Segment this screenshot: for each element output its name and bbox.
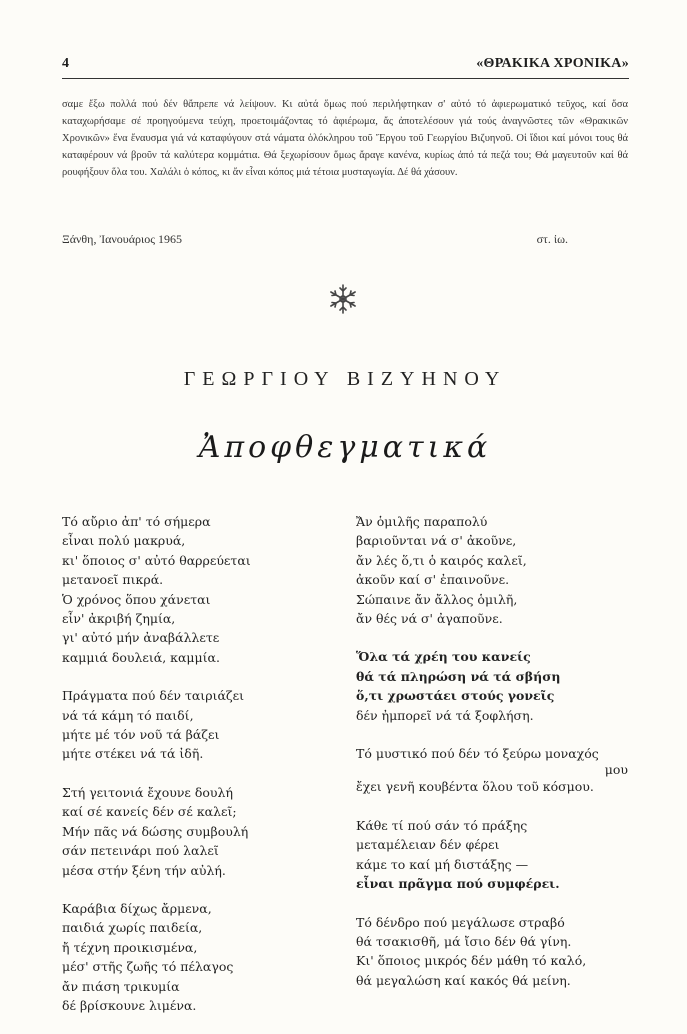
verse-line: Καράβια δίχως ἄρμενα, bbox=[62, 900, 212, 916]
stanza bbox=[62, 512, 322, 667]
stanza bbox=[356, 816, 632, 894]
verse-line: νά τά κάμη τό παιδί, bbox=[62, 707, 194, 723]
work-title: Ἀποφθεγματικά bbox=[198, 430, 492, 465]
verse-line: εἶναι πολύ μακρυά, bbox=[62, 533, 186, 549]
signature: στ. ἰω. bbox=[536, 232, 568, 246]
verse-line: Τό αὔριο ἀπ' τό σήμερα bbox=[62, 514, 211, 529]
verse-line: Ὅλα τά χρέη του κανείς bbox=[356, 649, 531, 665]
verse-line-continuation: μου bbox=[604, 762, 628, 778]
verse-line: μέσα στήν ξένη τήν αὐλή. bbox=[62, 862, 226, 878]
snowflake-ornament-icon bbox=[326, 282, 360, 316]
verse-line: δέν ἠμπορεῖ νά τά ξοφλήση. bbox=[356, 707, 534, 723]
verse-line: Ὁ χρόνος ὅπου χάνεται bbox=[62, 591, 211, 607]
stanza bbox=[62, 783, 322, 880]
verse-line: εἶναι πρᾶγμα πού συμφέρει. bbox=[356, 876, 560, 892]
verse-line: μήτε μέ τόν νοῦ τά βάζει bbox=[62, 727, 220, 743]
verse-line: κάμε το καί μή διστάξης — bbox=[356, 856, 529, 872]
verse-line: Τό μυστικό πού δέν τό ξεύρω μοναχός bbox=[356, 746, 599, 762]
stanza bbox=[356, 913, 632, 991]
verse-line: Κάθε τί πού σάν τό πράξης bbox=[356, 817, 528, 833]
verse-line: παιδιά χωρίς παιδεία, bbox=[62, 920, 203, 936]
verse-line: Ἄν ὁμιλῆς παραπολύ bbox=[356, 514, 488, 529]
verse-line: Κι' ὅποιος μικρός δέν μάθη τό καλό, bbox=[356, 953, 587, 969]
verse-line: μετανοεῖ πικρά. bbox=[62, 572, 164, 588]
verse-line: σάν πετεινάρι πού λαλεῖ bbox=[62, 843, 219, 859]
verse-line: ἔχει γενῆ κουβέντα ὅλου τοῦ κόσμου. bbox=[356, 779, 594, 795]
verse-line: θά τά πληρώση νά τά σβήση bbox=[356, 668, 561, 684]
verse-line: ἄν θές νά σ' ἀγαποῦνε. bbox=[356, 611, 503, 627]
verse-line: ἄν πιάση τρικυμία bbox=[62, 978, 180, 994]
verse-line: μέσ' στῆς ζωῆς τό πέλαγος bbox=[62, 959, 234, 975]
stanza bbox=[62, 686, 322, 764]
verse-line: ὅ,τι χρωστάει στούς γονεῖς bbox=[356, 688, 555, 704]
page-header bbox=[62, 56, 629, 79]
page-number: 4 bbox=[62, 56, 69, 71]
poems-left-column bbox=[62, 512, 322, 1034]
verse-line: μήτε στέκει νά τά ἰδῆ. bbox=[62, 746, 204, 762]
stanza bbox=[356, 512, 632, 628]
verse-line: μεταμέλειαν δέν φέρει bbox=[356, 837, 500, 853]
journal-title: «ΘΡΑΚΙΚΑ ΧΡΟΝΙΚΑ» bbox=[476, 56, 629, 71]
verse-line: δέ βρίσκουνε λιμένα. bbox=[62, 997, 197, 1013]
verse-line: Πράγματα πού δέν ταιριάζει bbox=[62, 688, 245, 704]
stanza bbox=[356, 744, 632, 797]
verse-line: γι' αὐτό μήν ἀναβάλλετε bbox=[62, 630, 220, 646]
intro-paragraph: σαμε ἔξω πολλά πού δέν θἄπρεπε νά λείψουν. Κι αὐτά ὅμως πού περιλήφτηκαν σ' αὐτό τό ἀφιερωματικό τεῦχος, καί ὅσα καταχωρήσαμε σέ προηγούμενα τεύχη, προετοιμάζοντας τό ἀφιέρωμα, ἄς ἀποτελέσουν γιά τούς ἀναγνῶστες τῶν «Θρακικῶν Χρονικῶν» ἕνα ἔναυσμα γιά νά καταφύγουν στά νάματα ὁλόκληρου τοῦ Ἔργου τοῦ Γεωργίου Βιζυηνοῦ. Οἱ ἴδιοι καί μόνοι τους θά καταφέρουν νά βροῦν τά καλύτερα κομμάτια. Θά ξεχωρίσουν ὅμως ἄραγε κανένα, κυρίως ἀπό τά πεζά του; Θά μαγευτοῦν καί θά ρουφήξουν ὅλα του. Χαλάλι ὁ κόπος, κι ἄν εἶναι κόπος μιά τέτοια μυσταγωγία. Δέ θά χάσουν. bbox=[62, 99, 628, 178]
verse-line: ἤ τέχνη προικισμένα, bbox=[62, 939, 198, 955]
author-heading: ΓΕΩΡΓΙΟΥ ΒΙΖΥΗΝΟΥ bbox=[183, 368, 507, 390]
stanza bbox=[356, 647, 632, 725]
verse-line: θά τσακισθῆ, μά ἴσιο δέν θά γίνη. bbox=[356, 933, 572, 949]
verse-line: καμμιά δουλειά, καμμία. bbox=[62, 649, 220, 665]
poems-right-column bbox=[356, 512, 632, 1009]
verse-line: βαριοῦνται νά σ' ἀκοῦνε, bbox=[356, 533, 517, 549]
verse-line: ἄν λές ὅ,τι ὁ καιρός καλεῖ, bbox=[356, 552, 527, 568]
verse-line: κι' ὅποιος σ' αὐτό θαρρεύεται bbox=[62, 552, 251, 568]
stanza bbox=[62, 899, 322, 1015]
verse-line: Μήν πᾶς νά δώσης συμβουλή bbox=[62, 823, 249, 839]
place-date: Ξάνθη, Ἰανουάριος 1965 bbox=[62, 232, 183, 246]
verse-line: καί σέ κανείς δέν σέ καλεῖ; bbox=[62, 804, 237, 820]
verse-line: ἀκοῦν καί σ' ἐπαινοῦνε. bbox=[356, 572, 510, 588]
verse-line: Σώπαινε ἄν ἄλλος ὁμιλῆ, bbox=[356, 591, 518, 607]
verse-line: εἶν' ἀκριβή ζημία, bbox=[62, 611, 176, 627]
verse-line: Στή γειτονιά ἔχουνε δουλή bbox=[62, 784, 233, 800]
verse-line: θά μεγαλώση καί κακός θά μείνη. bbox=[356, 972, 571, 988]
intro-text bbox=[62, 96, 628, 181]
verse-line: Τό δένδρο πού μεγάλωσε στραβό bbox=[356, 914, 565, 930]
